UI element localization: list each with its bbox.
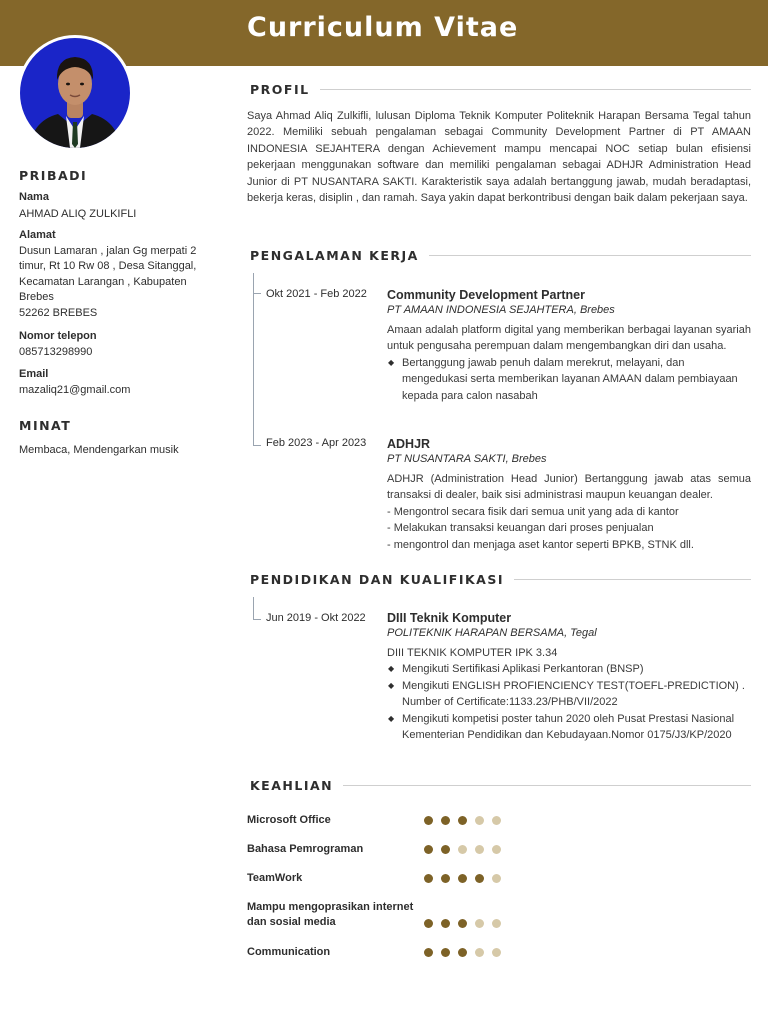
experience-section-title: PENGALAMAN KERJA bbox=[250, 247, 419, 263]
rating-dot-empty bbox=[492, 816, 501, 825]
rating-dot-filled bbox=[441, 874, 450, 883]
experience-role: ADHJR bbox=[387, 437, 431, 451]
diamond-bullet-icon: ◆ bbox=[388, 713, 395, 723]
education-degree: DIII Teknik Komputer bbox=[387, 611, 512, 625]
rating-dot-filled bbox=[424, 919, 433, 928]
rating-dot-filled bbox=[458, 816, 467, 825]
diamond-bullet-icon: ◆ bbox=[388, 357, 395, 367]
email-value: mazaliq21@gmail.com bbox=[19, 384, 131, 396]
profile-section-title: PROFIL bbox=[250, 81, 310, 97]
rating-dot-empty bbox=[475, 919, 484, 928]
experience-desc: - Mengontrol secara fisik dari semua unit yang ada di kantor bbox=[387, 505, 679, 518]
profile-photo-icon bbox=[20, 38, 130, 148]
experience-org: PT AMAAN INDONESIA SEJAHTERA, Brebes bbox=[387, 304, 615, 316]
address-value: Dusun Lamaran , jalan Gg merpati 2 timur, Rt 10 Rw 08 , Desa Sitanggal, Kecamatan Larangan , Kabupaten Brebes bbox=[19, 245, 197, 303]
experience-date: Feb 2023 - Apr 2023 bbox=[266, 437, 367, 449]
list-item: ◆ Mengikuti Sertifikasi Aplikasi Perkantoran (BNSP) bbox=[387, 661, 751, 677]
rating-dot-empty bbox=[458, 845, 467, 854]
experience-entry bbox=[387, 436, 751, 553]
rating-dot-empty bbox=[475, 816, 484, 825]
skill-rating bbox=[424, 919, 501, 928]
list-item: ◆ Bertanggung jawab penuh dalam merekrut, melayani, dan mengedukasi serta memberikan layanan AMAAN dalam pembiayaan kepada para calon nasabah bbox=[388, 356, 738, 402]
experience-date: Okt 2021 - Feb 2022 bbox=[266, 288, 367, 300]
timeline-tick bbox=[253, 445, 261, 446]
phone-label: Nomor telepon bbox=[19, 330, 97, 342]
rating-dot-empty bbox=[492, 874, 501, 883]
rating-dot-filled bbox=[441, 919, 450, 928]
skills-section-title: KEAHLIAN bbox=[250, 777, 334, 793]
section-divider bbox=[429, 255, 751, 256]
rating-dot-filled bbox=[475, 874, 484, 883]
timeline-tick bbox=[253, 293, 261, 294]
education-school: POLITEKNIK HARAPAN BERSAMA, Tegal bbox=[387, 627, 597, 639]
rating-dot-empty bbox=[492, 845, 501, 854]
skill-name: TeamWork bbox=[247, 872, 303, 884]
rating-dot-filled bbox=[424, 948, 433, 957]
experience-desc: - mengontrol dan menjaga aset kantor seperti BPKB, STNK dll. bbox=[387, 538, 694, 551]
timeline-line bbox=[253, 597, 254, 619]
interests-section-title: MINAT bbox=[19, 418, 72, 433]
experience-org: PT NUSANTARA SAKTI, Brebes bbox=[387, 453, 547, 465]
experience-entry bbox=[387, 287, 751, 404]
timeline-line bbox=[253, 273, 254, 446]
skill-name: Microsoft Office bbox=[247, 814, 331, 826]
rating-dot-filled bbox=[458, 919, 467, 928]
address-postal: 52262 BREBES bbox=[19, 307, 98, 319]
interests-value: Membaca, Mendengarkan musik bbox=[19, 444, 179, 456]
experience-role: Community Development Partner bbox=[387, 288, 585, 302]
experience-section-header bbox=[250, 247, 751, 263]
skill-rating bbox=[424, 816, 501, 825]
experience-desc: ADHJR (Administration Head Junior) Bertanggung jawab atas semua transaksi di dealer, baik sisi administrasi maupun keuangan dealer. bbox=[387, 473, 751, 502]
skills-section-header bbox=[250, 777, 751, 793]
rating-dot-filled bbox=[441, 816, 450, 825]
education-bullets bbox=[387, 661, 751, 743]
rating-dot-filled bbox=[441, 845, 450, 854]
experience-desc: - Melakukan transaksi keuangan dari proses penjualan bbox=[387, 522, 654, 535]
rating-dot-filled bbox=[458, 948, 467, 957]
skill-rating bbox=[424, 874, 501, 883]
name-value: AHMAD ALIQ ZULKIFLI bbox=[19, 208, 137, 220]
education-entry bbox=[387, 610, 751, 743]
list-item: ◆ Mengikuti ENGLISH PROFIENCIENCY TEST(TOEFL-PREDICTION) . Number of Certificate:1133.23/PHB/VII/2022 bbox=[388, 679, 745, 709]
skill-name: Bahasa Pemrograman bbox=[247, 843, 364, 855]
section-divider bbox=[320, 89, 751, 90]
rating-dot-empty bbox=[492, 919, 501, 928]
address-label: Alamat bbox=[19, 229, 56, 241]
skill-rating bbox=[424, 845, 501, 854]
section-divider bbox=[343, 785, 751, 786]
rating-dot-filled bbox=[424, 845, 433, 854]
skill-name: Communication bbox=[247, 946, 331, 958]
education-date: Jun 2019 - Okt 2022 bbox=[266, 612, 366, 624]
experience-desc: Amaan adalah platform digital yang memberikan berbagai layanan syariah untuk pengusaha perempuan dalam mengembangkan diri dan usaha. bbox=[387, 324, 751, 353]
rating-dot-empty bbox=[475, 948, 484, 957]
education-section-title: PENDIDIKAN DAN KUALIFIKASI bbox=[250, 571, 504, 587]
skill-name: Mampu mengoprasikan internet dan sosial media bbox=[247, 901, 414, 928]
experience-bullets bbox=[387, 355, 751, 404]
section-divider bbox=[514, 579, 751, 580]
timeline-tick bbox=[253, 619, 261, 620]
rating-dot-empty bbox=[475, 845, 484, 854]
name-label: Nama bbox=[19, 191, 49, 203]
rating-dot-filled bbox=[424, 816, 433, 825]
profile-section-header bbox=[250, 81, 751, 97]
list-item: ◆ Mengikuti kompetisi poster tahun 2020 oleh Pusat Prestasi Nasional Kementerian Pendidikan dan Kebudayaan.Nomor 0175/J3/KP/2020 bbox=[388, 712, 735, 742]
rating-dot-filled bbox=[441, 948, 450, 957]
personal-section-title: PRIBADI bbox=[19, 168, 88, 183]
rating-dot-filled bbox=[458, 874, 467, 883]
education-gpa: DIII TEKNIK KOMPUTER IPK 3.34 bbox=[387, 647, 558, 659]
email-label: Email bbox=[19, 368, 49, 380]
rating-dot-filled bbox=[424, 874, 433, 883]
page-title: Curriculum Vitae bbox=[247, 12, 519, 43]
profile-photo bbox=[17, 35, 133, 151]
profile-text: Saya Ahmad Aliq Zulkifli, lulusan Diploma Teknik Komputer Politeknik Harapan Bersama Tegal tahun 2022. Memiliki sebuah pengalaman sebagai Community Development Partner di PT AMAAN INDONESIA SEJAHTERA dengan Achievement mampu mencapai NOC setiap bulan efisiensi pekerjaan menggunakan software dan memiliki pengalaman sebagai ADHJR Administration Head Junior di PT NUSANTARA SAKTI. Karakteristik saya adalah bertanggung jawab, mudah beradaptasi, bekerja keras, disiplin , dan ramah. Saya yakin dapat berkontribusi dengan baik dalam pekerjaan saya. bbox=[247, 110, 751, 205]
phone-value: 085713298990 bbox=[19, 346, 93, 358]
rating-dot-empty bbox=[492, 948, 501, 957]
skill-rating bbox=[424, 948, 501, 957]
education-section-header bbox=[250, 571, 751, 587]
diamond-bullet-icon: ◆ bbox=[388, 680, 395, 690]
diamond-bullet-icon: ◆ bbox=[388, 664, 395, 674]
